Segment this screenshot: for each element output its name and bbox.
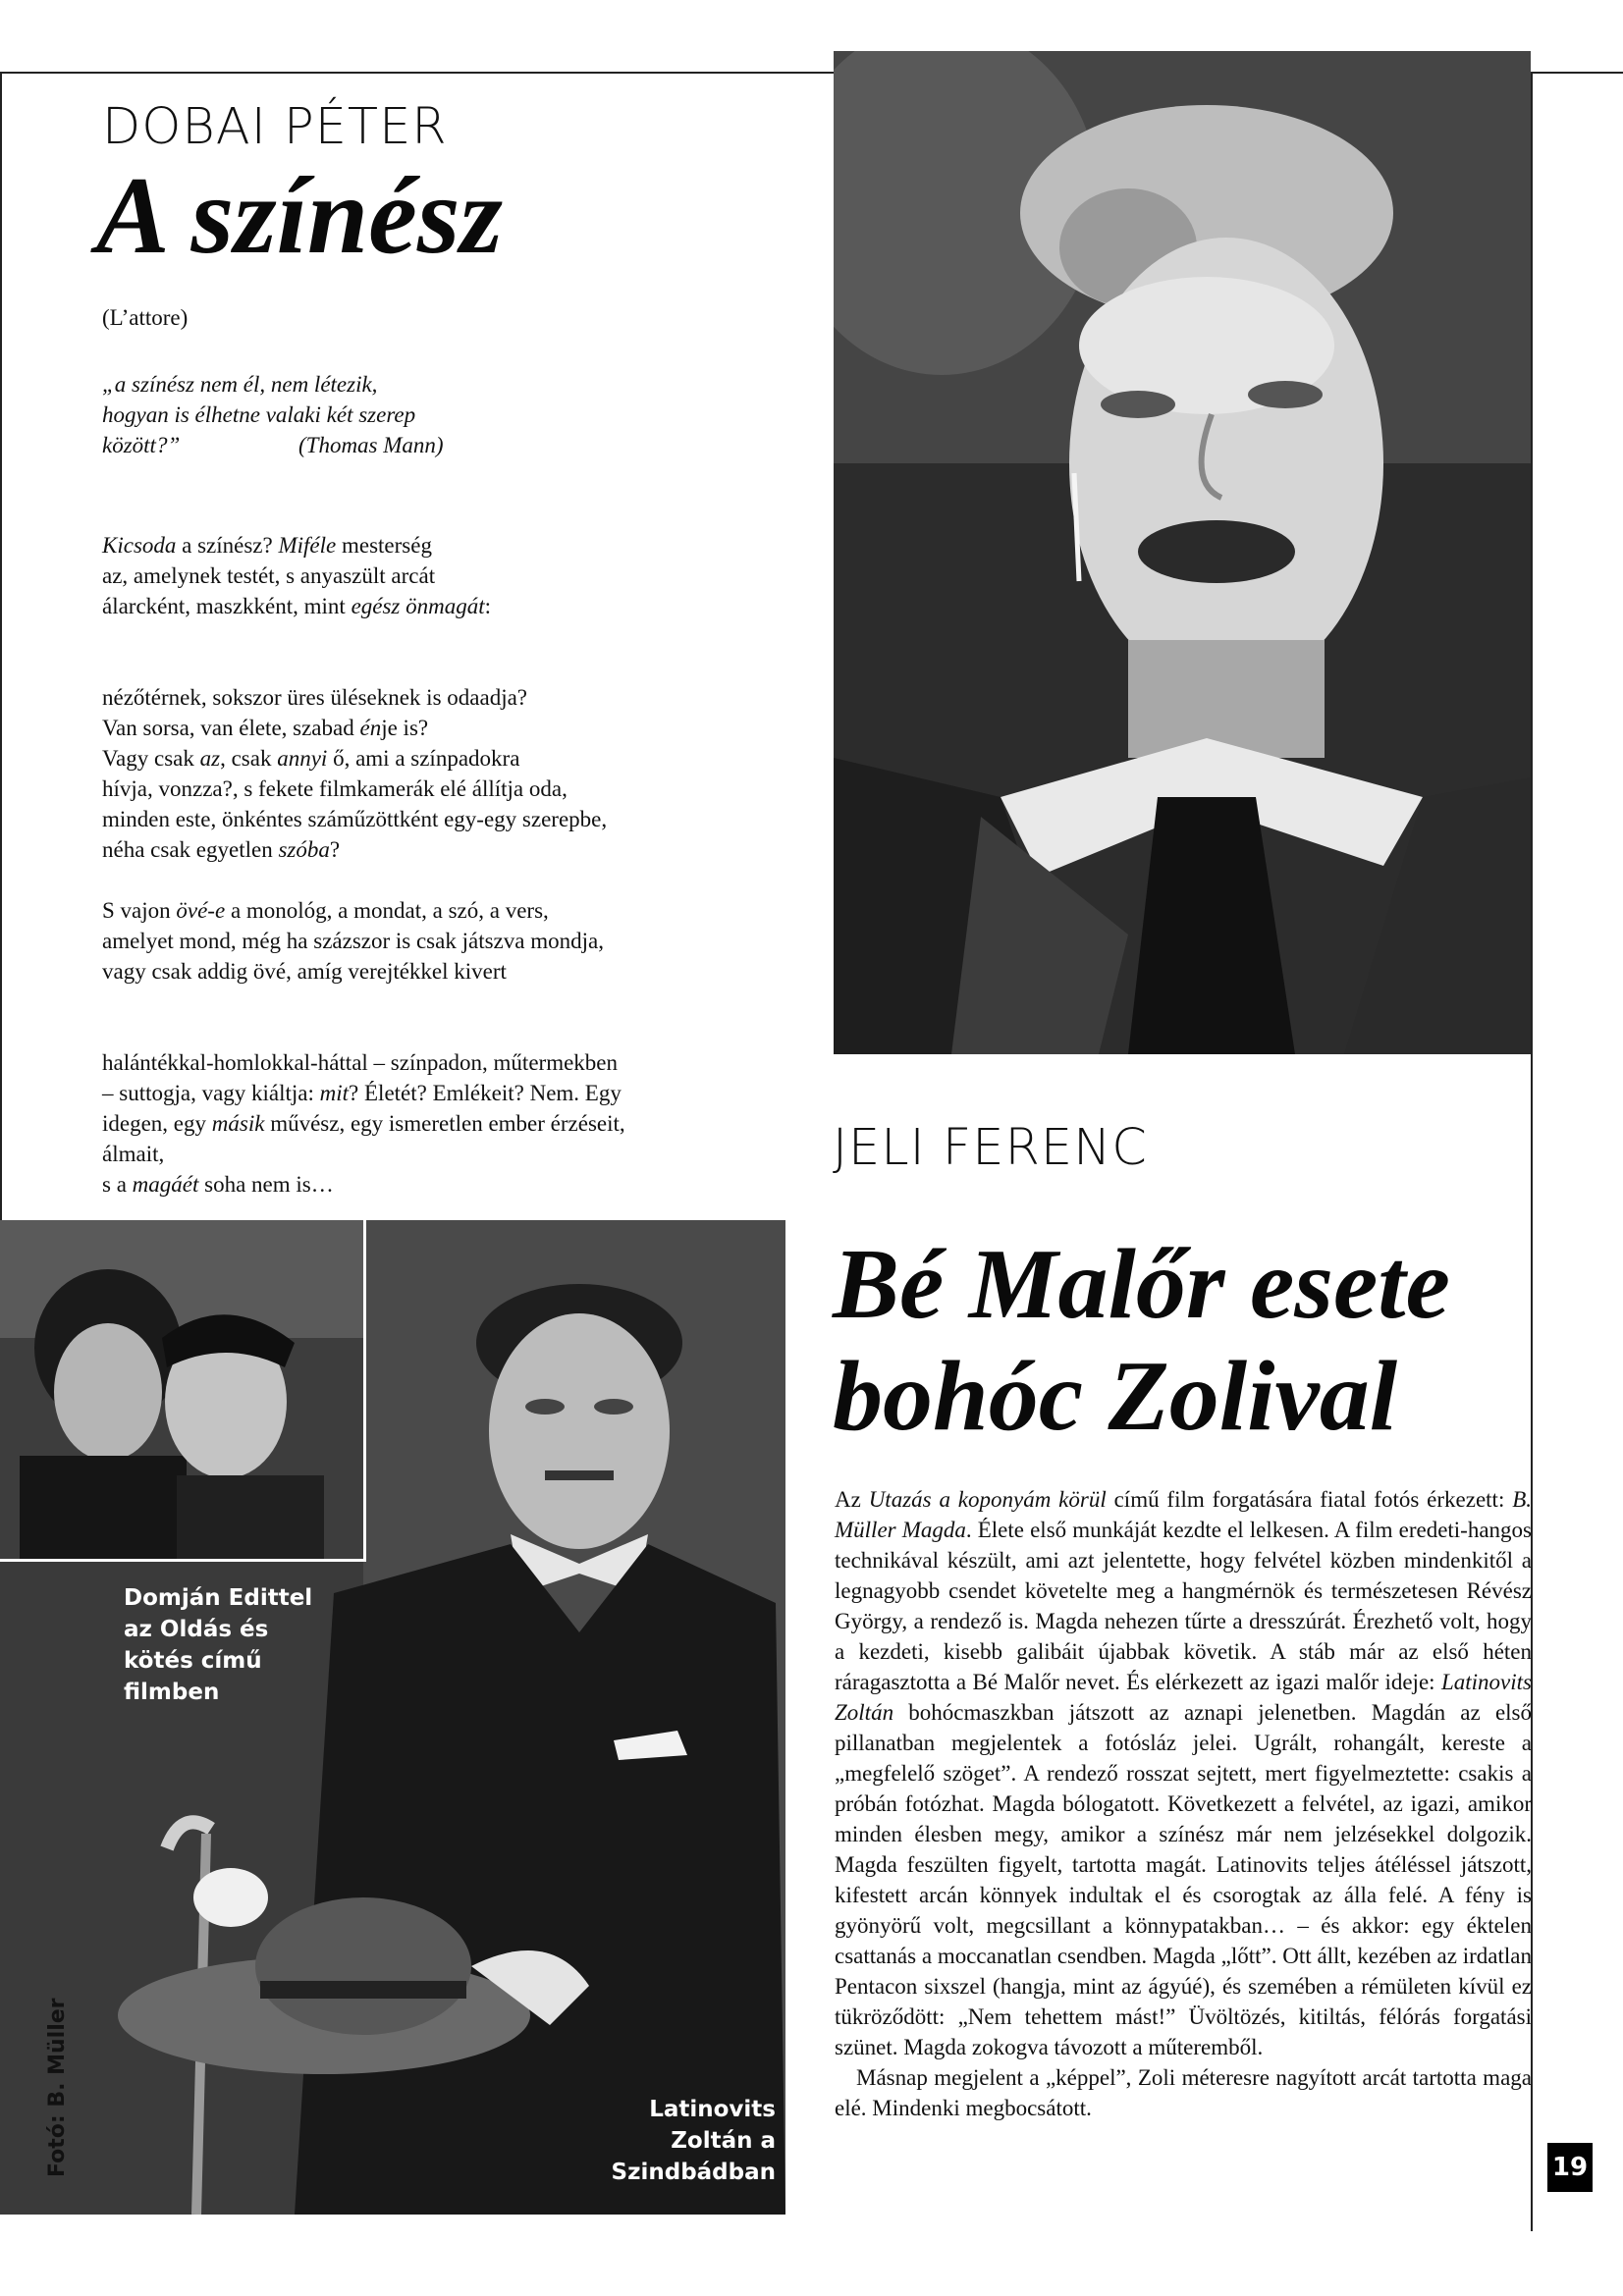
poem-line: halántékkal-homlokkal-háttal – színpadon, műtermekben [102, 1050, 619, 1075]
poem-line: Kicsoda a színész? Miféle mesterség [102, 533, 432, 558]
domjan-edit-photo-frame [0, 1220, 366, 1562]
poem-line: álmait, [102, 1142, 165, 1166]
article2-paragraph: Az Utazás a koponyám körül című film forgatására fiatal fotós érkezett: B. Müller Magda. Élete első munkáját kezdte el lelkesen. A film eredeti-hangos technikával készült, ami azt jelentette, hogy felvétel közben mindenkitől a legnagyobb csendet követelte meg a hangmérnök és természetesen Révész György, a rendező is. Magda nehezen tűrte a dresszúrát. Érezhető volt, hogy a kezdeti, kisebb galibáit újabbak követik. A stáb már az első héten ráragasztotta a Bé Malőr nevet. És elérkezett az igazi malőr ideje: Latinovits Zoltán bohócmaszkban játszott az aznapi jelenetben. Magdán az első pillanatban megjelentek a fotósláz jelei. Ugrált, rohangált, kereste a „megfelelő szöget”. A rendező rosszat sejtett, mert figyelmeztette: csakis a próbán fotózhat. Magda bólogatott. Következett a felvétel, az igazi, amikor minden élesben megy, amikor a színész már nem jelzésekkel dolgozik. Magda feszülten figyelt, tartotta magát. Latinovits teljes átéléssel játszott, kifestett arcán könnyek indultak el és csorogtak az álla felé. A fény is gyönyörű volt, megcsillant a könnypatakban… – és akkor: egy éktelen csattanás a moccanatlan csendben. Magda „lőtt”. Ott állt, kezében az irdatlan Pentacon sixszel (hangja, mint az ágyúé), és szemében a rémületen kívül ez tükröződött: „Nem tehettem mást!” Üvöltözés, kitiltás, félórás forgatási szünet. Magda zokogva távozott a műteremből. [835, 1487, 1532, 2059]
poem-line: idegen, egy másik művész, egy ismeretlen ember érzéseit, [102, 1111, 625, 1136]
article2-body [835, 1484, 1532, 2123]
poem-line: Van sorsa, van élete, szabad énje is? [102, 716, 429, 740]
poem-line: álarcként, maszkként, mint egész önmagát: [102, 594, 492, 618]
article2-paragraph: Másnap megjelent a „képpel”, Zoli méteresre nagyított arcát tartotta maga elé. Mindenki megbocsátott. [835, 2065, 1532, 2120]
poem-line: Vagy csak az, csak annyi ő, ami a színpadokra [102, 746, 520, 771]
poem-line: S vajon övé-e a monológ, a mondat, a szó, a vers, [102, 898, 549, 923]
poem-line: amelyet mond, még ha százszor is csak játszva mondja, [102, 929, 604, 953]
poem [102, 530, 809, 1200]
poem-line: az, amelynek testét, s anyaszült arcát [102, 563, 436, 588]
article1-original-title: (L’attore) [102, 305, 189, 330]
top-frame-line-right [1529, 72, 1623, 74]
epigraph-line: hogyan is élhetne valaki két szerep [102, 402, 416, 427]
clown-portrait-illustration [834, 51, 1531, 1054]
poem-line: néha csak egyetlen szóba? [102, 837, 341, 862]
page-number: 19 [1547, 2143, 1593, 2192]
poem-line: – suttogja, vagy kiáltja: mit? Életét? Emlékeit? Nem. Egy [102, 1081, 622, 1105]
epigraph-line: között?” [102, 433, 181, 457]
poem-line: minden este, önkéntes száműzöttként egy-egy szerepbe, [102, 807, 608, 831]
clown-portrait-photo [834, 51, 1531, 1054]
poem-line: hívja, vonzza?, s fekete filmkamerák elé állítja oda, [102, 776, 568, 801]
epigraph-source: (Thomas Mann) [298, 433, 444, 457]
epigraph [102, 369, 475, 460]
epigraph-line: „a színész nem él, nem létezik, [102, 372, 378, 397]
article1-author: DOBAI PÉTER [102, 98, 448, 156]
poem-line: s a magáét soha nem is… [102, 1172, 334, 1197]
top-frame-line [0, 72, 834, 74]
couple-illustration [0, 1220, 363, 1559]
photo-credit: Fotó: B. Müller [45, 1998, 70, 2177]
article2-title: Bé Malőr esete bohóc Zolival [833, 1229, 1450, 1452]
poem-line: nézőtérnek, sokszor üres üléseknek is odaadja? [102, 685, 528, 710]
small-photo-caption: Domján Edittel az Oldás és kötés című filmben [124, 1585, 313, 1705]
large-photo-caption: Latinovits Zoltán a Szindbádban [611, 2097, 776, 2185]
article2-author: JELI FERENC [833, 1119, 1148, 1177]
poem-line: vagy csak addig övé, amíg verejtékkel kivert [102, 959, 507, 984]
left-frame-line [0, 72, 2, 1220]
article1-title: A színész [96, 155, 503, 277]
